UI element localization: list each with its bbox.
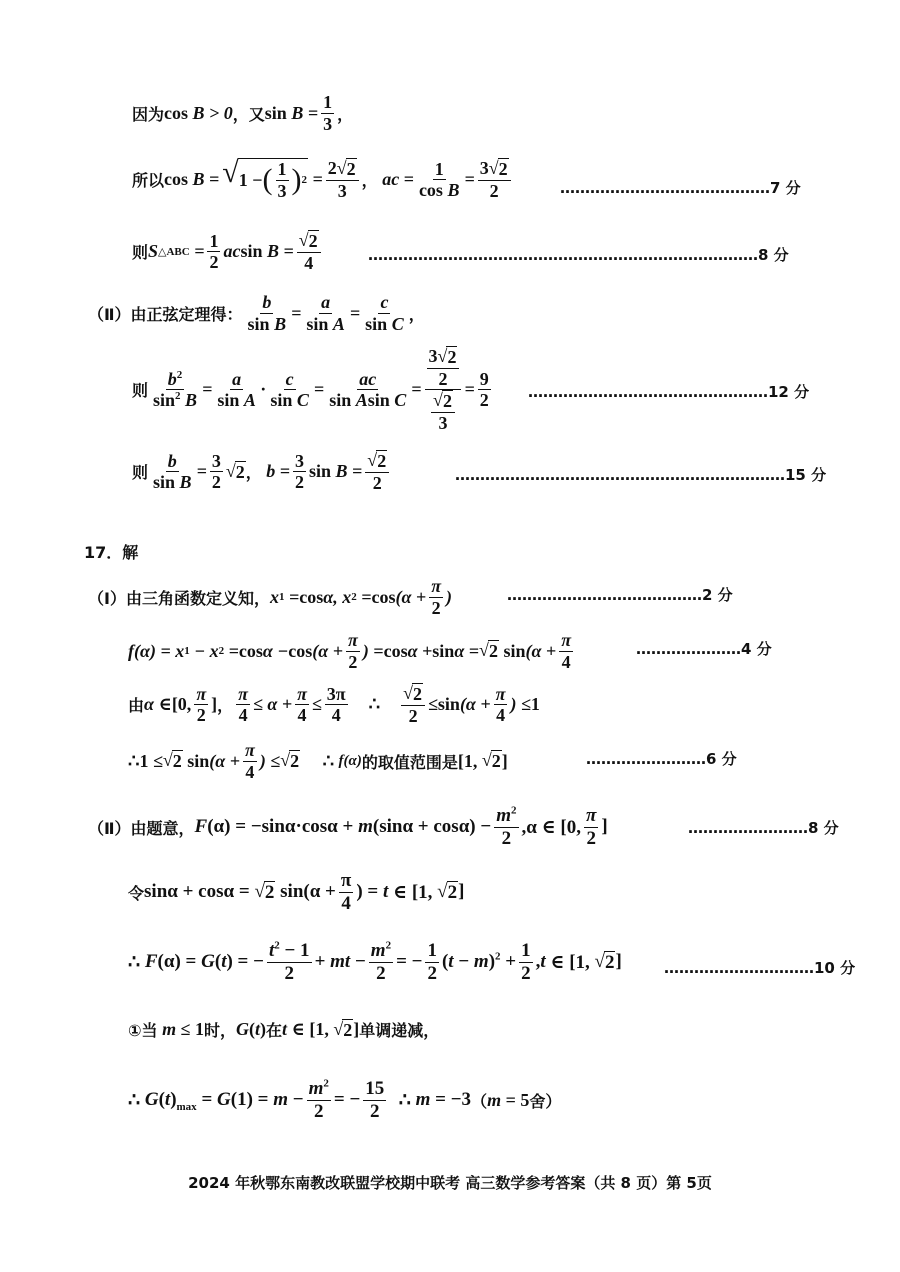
line-substitution-t: 令 sinα + cosα = √ 2 sin(α + $\frac{\pi}{4}$ ) = t ∈ [1, √ 2 ] bbox=[128, 870, 465, 914]
score-6: ……………………6 分 bbox=[586, 750, 737, 768]
page-footer: 2024 年秋鄂东南教改联盟学校期中联考 高三数学参考答案（共 8 页）第 5页 bbox=[188, 1174, 712, 1192]
line-b-squared: 则 $\frac{b^2}{\sin^2 B}$ = $\frac{a}{\text{sin A}}$ · $\frac{c}{\text{sin C}}$ = $\frac{ac}{\text{sin Asin C}}$ = 3 √ 2 2 √ 2 3 = $\frac{9}{2}$ bbox=[132, 346, 489, 434]
line-alpha-range: 由 α ∈ [0, $\frac{\pi}{2}$ ] ， $\frac{\pi}{4}$ ≤ α + $\frac{\pi}{4}$ ≤ $\frac{3\pi}{4}$ ∴ √ 2 2 ≤ sin (α + $\frac{\pi}{4}$ ) ≤ 1 bbox=[128, 683, 540, 726]
line-sine-law: （Ⅱ）由正弦定理得： $\frac{b}{\text{sin B}}$ = $\frac{a}{\text{sin A}}$ = $\frac{c}{\text{sin C}}$ ， bbox=[88, 292, 425, 334]
score-7: ……………………………………7 分 bbox=[560, 179, 801, 197]
score-2: …………………………………2 分 bbox=[507, 586, 733, 604]
score-12: …………………………………………12 分 bbox=[528, 383, 810, 401]
line-case-m-le-1: ①当 m ≤ 1 时， G ( t ) 在 t ∈ [1, √ 2 ] 单调递减， bbox=[128, 1018, 440, 1040]
line-cosb-value: 所以 cos B = √ 1 − ( $\frac{1}{3}$ ) 2 = 2 √ 2 3 ， ac = $\frac{1}{\text{cos B}}$ = 3 √ 2 2 bbox=[132, 158, 514, 201]
line-f-alpha: f(α) = x 1 − x 2 = cos α − cos (α + $\frac{\pi}{2}$ ) = cos α + sin α = √ 2 sin (α + $\frac{\pi}{4}$ bbox=[128, 630, 572, 672]
score-8b: ……………………8 分 bbox=[688, 819, 839, 837]
line-area: 则 S △ABC = $\frac{1}{2}$ ac sin B = √ 2 4 bbox=[132, 230, 324, 273]
line-f-range: ∴ 1 ≤ √ 2 sin (α + $\frac{\pi}{4}$ ) ≤ √ 2 ∴ f(α) 的取值范围是 [1, √ 2 ] bbox=[128, 740, 508, 782]
line-big-f-alpha: （Ⅱ）由题意， F (α) = −sinα·cosα + m (sinα + cosα) − $\frac{m^2}{2}$ ,α ∈ [0, $\frac{\pi}{2}$ ] bbox=[88, 804, 608, 849]
question-17-title: 17．解 bbox=[84, 543, 139, 562]
score-4: …………………4 分 bbox=[636, 640, 772, 658]
line-g-t: ∴ F (α) = G ( t ) = − $\frac{t^2 - 1}{2}$ + mt − $\frac{m^2}{2}$ = − $\frac{1}{2}$ ( t − m )$^2$ + $\frac{1}{2}$ , t ∈ [1, √ 2 ] bbox=[128, 939, 622, 984]
line-cosb-positive: 因为 cos B > 0 ，又 sin B = $\frac{1}{3}$ ， bbox=[132, 92, 354, 134]
score-8: ……………………………………………………………………8 分 bbox=[368, 246, 789, 264]
line-b-value: 则 $\frac{b}{\text{sin B}}$ = $\frac{3}{2}$ √ 2 ， b = $\frac{3}{2}$ sin B = √ 2 2 bbox=[132, 450, 392, 493]
line-g-max: ∴ G ( t )$_{max}$ = G (1) = m − $\frac{m^2}{2}$ = − $\frac{15}{2}$ ∴ m = −3 （ m = 5 舍） bbox=[128, 1077, 562, 1122]
line-trig-definition: （Ⅰ）由三角函数定义知， x 1 = cos α, x 2 = cos (α + $\frac{\pi}{2}$ ) bbox=[88, 576, 453, 618]
score-15: …………………………………………………………15 分 bbox=[455, 466, 827, 484]
score-10: …………………………10 分 bbox=[664, 959, 856, 977]
